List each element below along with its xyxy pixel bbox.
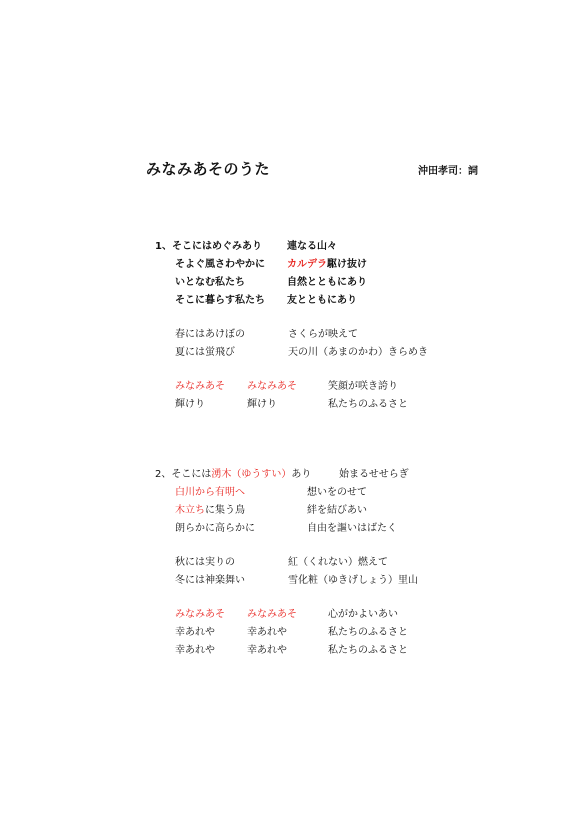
v1-line-5: 春にはあけぼの さくらが映えて (175, 329, 358, 340)
v1-line-6: 夏には蛍飛び 天の川（あまのかわ）きらめき (175, 347, 428, 358)
author-credit: 沖田孝司：詞 (418, 166, 478, 177)
v2-line-2: 白川から有明へ 想いをのせて (175, 487, 367, 498)
v2-line-6: 冬には神楽舞い 雪化粧（ゆきげしょう）里山 (175, 575, 418, 586)
v1-line-3: いとなむ私たち 自然とともにあり (175, 277, 367, 288)
v2-line-9: 幸あれや 幸あれや 私たちのふるさと (175, 645, 408, 656)
v1-line-8: 輝けり 輝けり 私たちのふるさと (175, 399, 408, 410)
v1-line-1: 1、そこにはめぐみあり 連なる山々 (155, 241, 337, 252)
v1-line-4: そこに暮らす私たち 友とともにあり (175, 295, 357, 306)
v2-line-3: 木立ちに集う鳥 絆を結びあい (175, 505, 367, 516)
v2-line-4: 朗らかに高らかに 自由を謳いはばたく (175, 523, 397, 534)
v1-line-7: みなみあそ みなみあそ 笑顔が咲き誇り (175, 381, 398, 392)
page-title: みなみあそのうた (146, 160, 271, 178)
v2-line-5: 秋には実りの 紅（くれない）燃えて (175, 557, 388, 568)
v2-line-8: 幸あれや 幸あれや 私たちのふるさと (175, 627, 408, 638)
v2-line-7: みなみあそ みなみあそ 心がかよいあい (175, 609, 398, 620)
v1-line-2: そよぐ風さわやかに カルデラ駆け抜け (175, 259, 367, 270)
v2-line-1: 2、そこには湧木（ゆうすい）あり 始まるせせらぎ (155, 469, 409, 480)
